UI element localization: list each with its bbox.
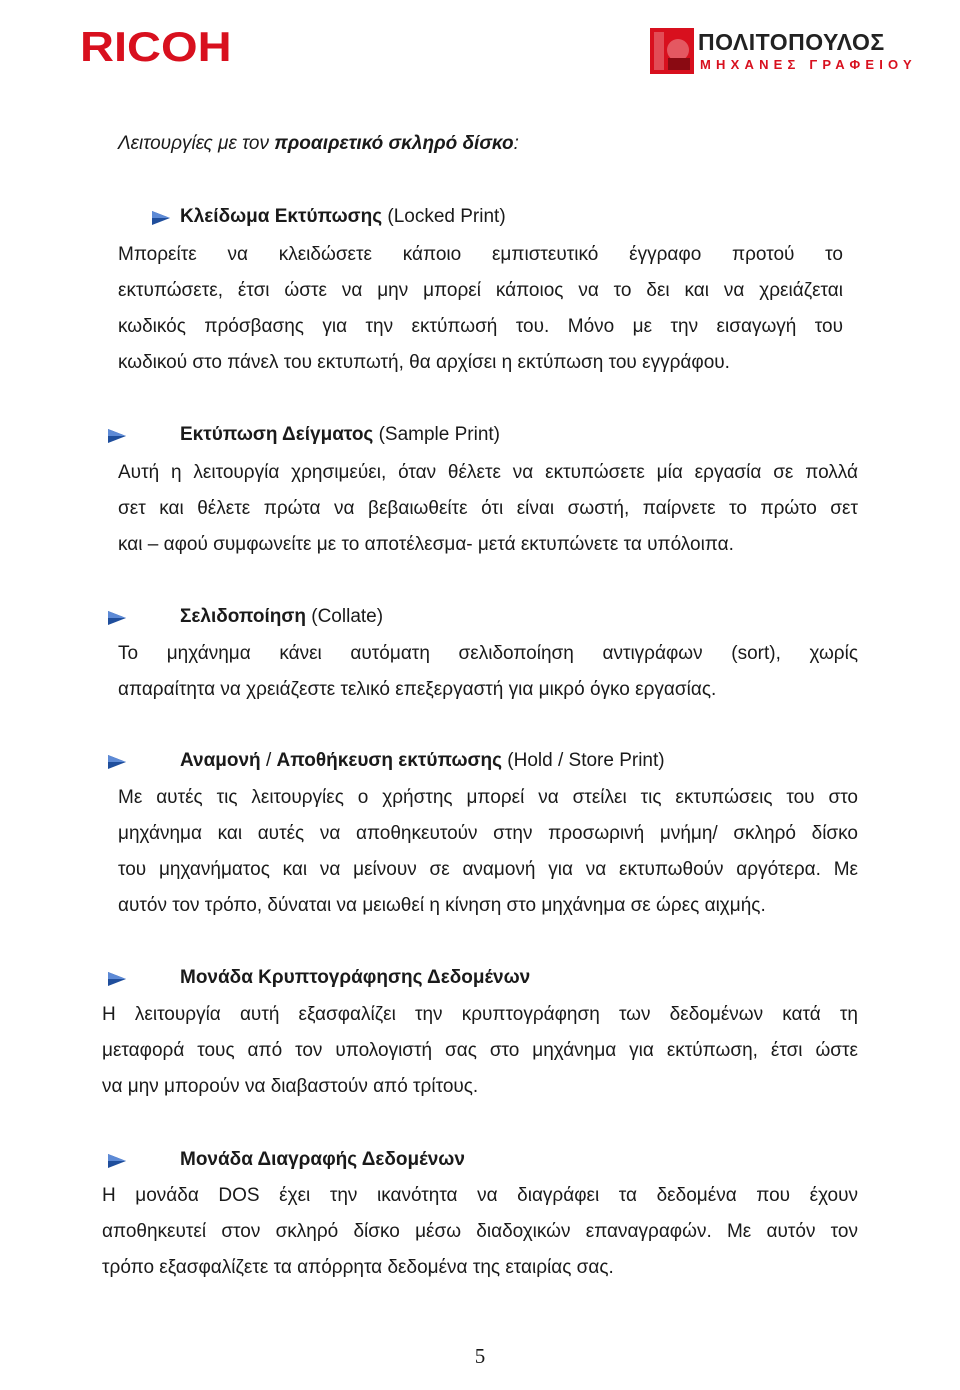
section-heading-hold-store (180, 747, 665, 775)
section-title-bold: Αναμονή (180, 750, 261, 771)
body-line: αυτόν τον τρόπο, δύναται να μειωθεί η κίνηση στο μηχάνημα σε ώρες αιχμής. (118, 895, 766, 916)
intro-bold: προαιρετικό σκληρό δίσκο (274, 133, 514, 154)
body-line: απαραίτητα να χρειάζεστε τελικό επεξεργαστή για μικρό όγκο εργασίας. (118, 679, 717, 700)
section-title-rest: (Sample Print) (373, 424, 501, 445)
body-line: αποθηκευτεί στον σκληρό δίσκο μέσω διαδοχικών επαναγραφών. Με αυτόν τον (102, 1221, 858, 1242)
body-line: του μηχανήματος και να μείνουν σε αναμονή για να εκτυπωθούν αργότερα. Με (118, 859, 858, 880)
body-line: Η λειτουργία αυτή εξασφαλίζει την κρυπτογράφηση των δεδομένων κατά τη (102, 1004, 858, 1025)
section-body-locked-print (118, 237, 843, 381)
body-line: και – αφού συμφωνείτε με το αποτέλεσμα- μετά εκτυπώνετε τα υπόλοιπα. (118, 534, 734, 555)
body-line: Με αυτές τις λειτουργίες ο χρήστης μπορεί να στείλει τις εκτυπώσεις του στο (118, 787, 858, 808)
body-line: Η μονάδα DOS έχει την ικανότητα να διαγράφει τα δεδομένα που έχουν (102, 1185, 858, 1206)
body-line: τρόπο εξασφαλίζετε τα απόρρητα δεδομένα της εταιρίας σας. (102, 1257, 614, 1278)
section-title-bold: Σελιδοποίηση (180, 606, 306, 627)
section-heading-locked-print (180, 203, 506, 231)
body-line: σετ και θέλετε πρώτα να βεβαιωθείτε ότι είναι σωστή, παίρνετε το πρώτο σετ (118, 498, 858, 519)
section-title-bold-2: Αποθήκευση εκτύπωσης (276, 750, 502, 771)
section-title-rest: (Hold / Store Print) (502, 750, 665, 771)
section-body-data-overwrite (102, 1178, 858, 1286)
ricoh-logo: RICOH (80, 23, 232, 70)
section-body-hold-store (118, 780, 858, 924)
section-title-rest: (Locked Print) (382, 206, 506, 227)
bullet-arrow-icon (108, 429, 126, 443)
body-line: μηχάνημα και αυτές να αποθηκευτούν στην προσωρινή μνήμη/ σκληρό δίσκο (118, 823, 858, 844)
section-body-sample-print (118, 455, 858, 563)
body-line: κωδικός πρόσβασης για την εκτύπωσή του. Μόνο με την εισαγωγή του (118, 316, 843, 337)
section-heading-encryption (180, 964, 530, 992)
body-line: κωδικού στο πάνελ του εκτυπωτή, θα αρχίσει η εκτύπωση του εγγράφου. (118, 352, 730, 373)
page-number: 5 (474, 1344, 486, 1368)
section-heading-sample-print (180, 421, 500, 449)
body-line: Μπορείτε να κλειδώσετε κάποιο εμπιστευτικό έγγραφο προτού το (118, 244, 843, 265)
section-heading-data-overwrite (180, 1146, 465, 1174)
bullet-arrow-icon (152, 211, 170, 225)
section-heading-collate (180, 603, 383, 631)
section-body-collate (118, 636, 858, 708)
intro-prefix: Λειτουργίες με τον (118, 133, 275, 154)
section-title-bold: Κλείδωμα Εκτύπωσης (180, 206, 383, 227)
bullet-arrow-icon (108, 755, 126, 769)
section-title-mid: / (260, 750, 277, 771)
body-line: μεταφορά τους από τον υπολογιστή σας στο μηχάνημα για εκτύπωση, έτσι ώστε (102, 1040, 858, 1061)
politopoulos-mark-icon (650, 28, 694, 74)
bullet-arrow-icon (108, 1154, 126, 1168)
politopoulos-name: ΠΟΛΙΤΟΠΟΥΛΟΣ (698, 29, 885, 55)
section-title-bold: Μονάδα Διαγραφής Δεδομένων (180, 1149, 465, 1170)
politopoulos-logo (650, 28, 940, 74)
intro-suffix: : (513, 133, 519, 154)
section-title-bold: Μονάδα Κρυπτογράφησης Δεδομένων (180, 967, 531, 988)
politopoulos-subtitle: ΜΗΧΑΝΕΣ ΓΡΑΦΕΙΟΥ (700, 57, 917, 72)
body-line: Το μηχάνημα κάνει αυτόματη σελιδοποίηση αντιγράφων (sort), χωρίς (118, 643, 858, 664)
section-title-bold: Εκτύπωση Δείγματος (180, 424, 374, 445)
intro-heading (118, 130, 519, 158)
bullet-arrow-icon (108, 611, 126, 625)
body-line: να μην μπορούν να διαβαστούν από τρίτους. (102, 1076, 479, 1097)
body-line: εκτυπώσετε, έτσι ώστε να μην μπορεί κάποιος να το δει και να χρειάζεται (118, 280, 843, 301)
bullet-arrow-icon (108, 972, 126, 986)
body-line: Αυτή η λειτουργία χρησιμεύει, όταν θέλετε να εκτυπώσετε μία εργασία σε πολλά (118, 462, 858, 483)
section-body-encryption (102, 997, 858, 1105)
section-title-rest: (Collate) (305, 606, 384, 627)
